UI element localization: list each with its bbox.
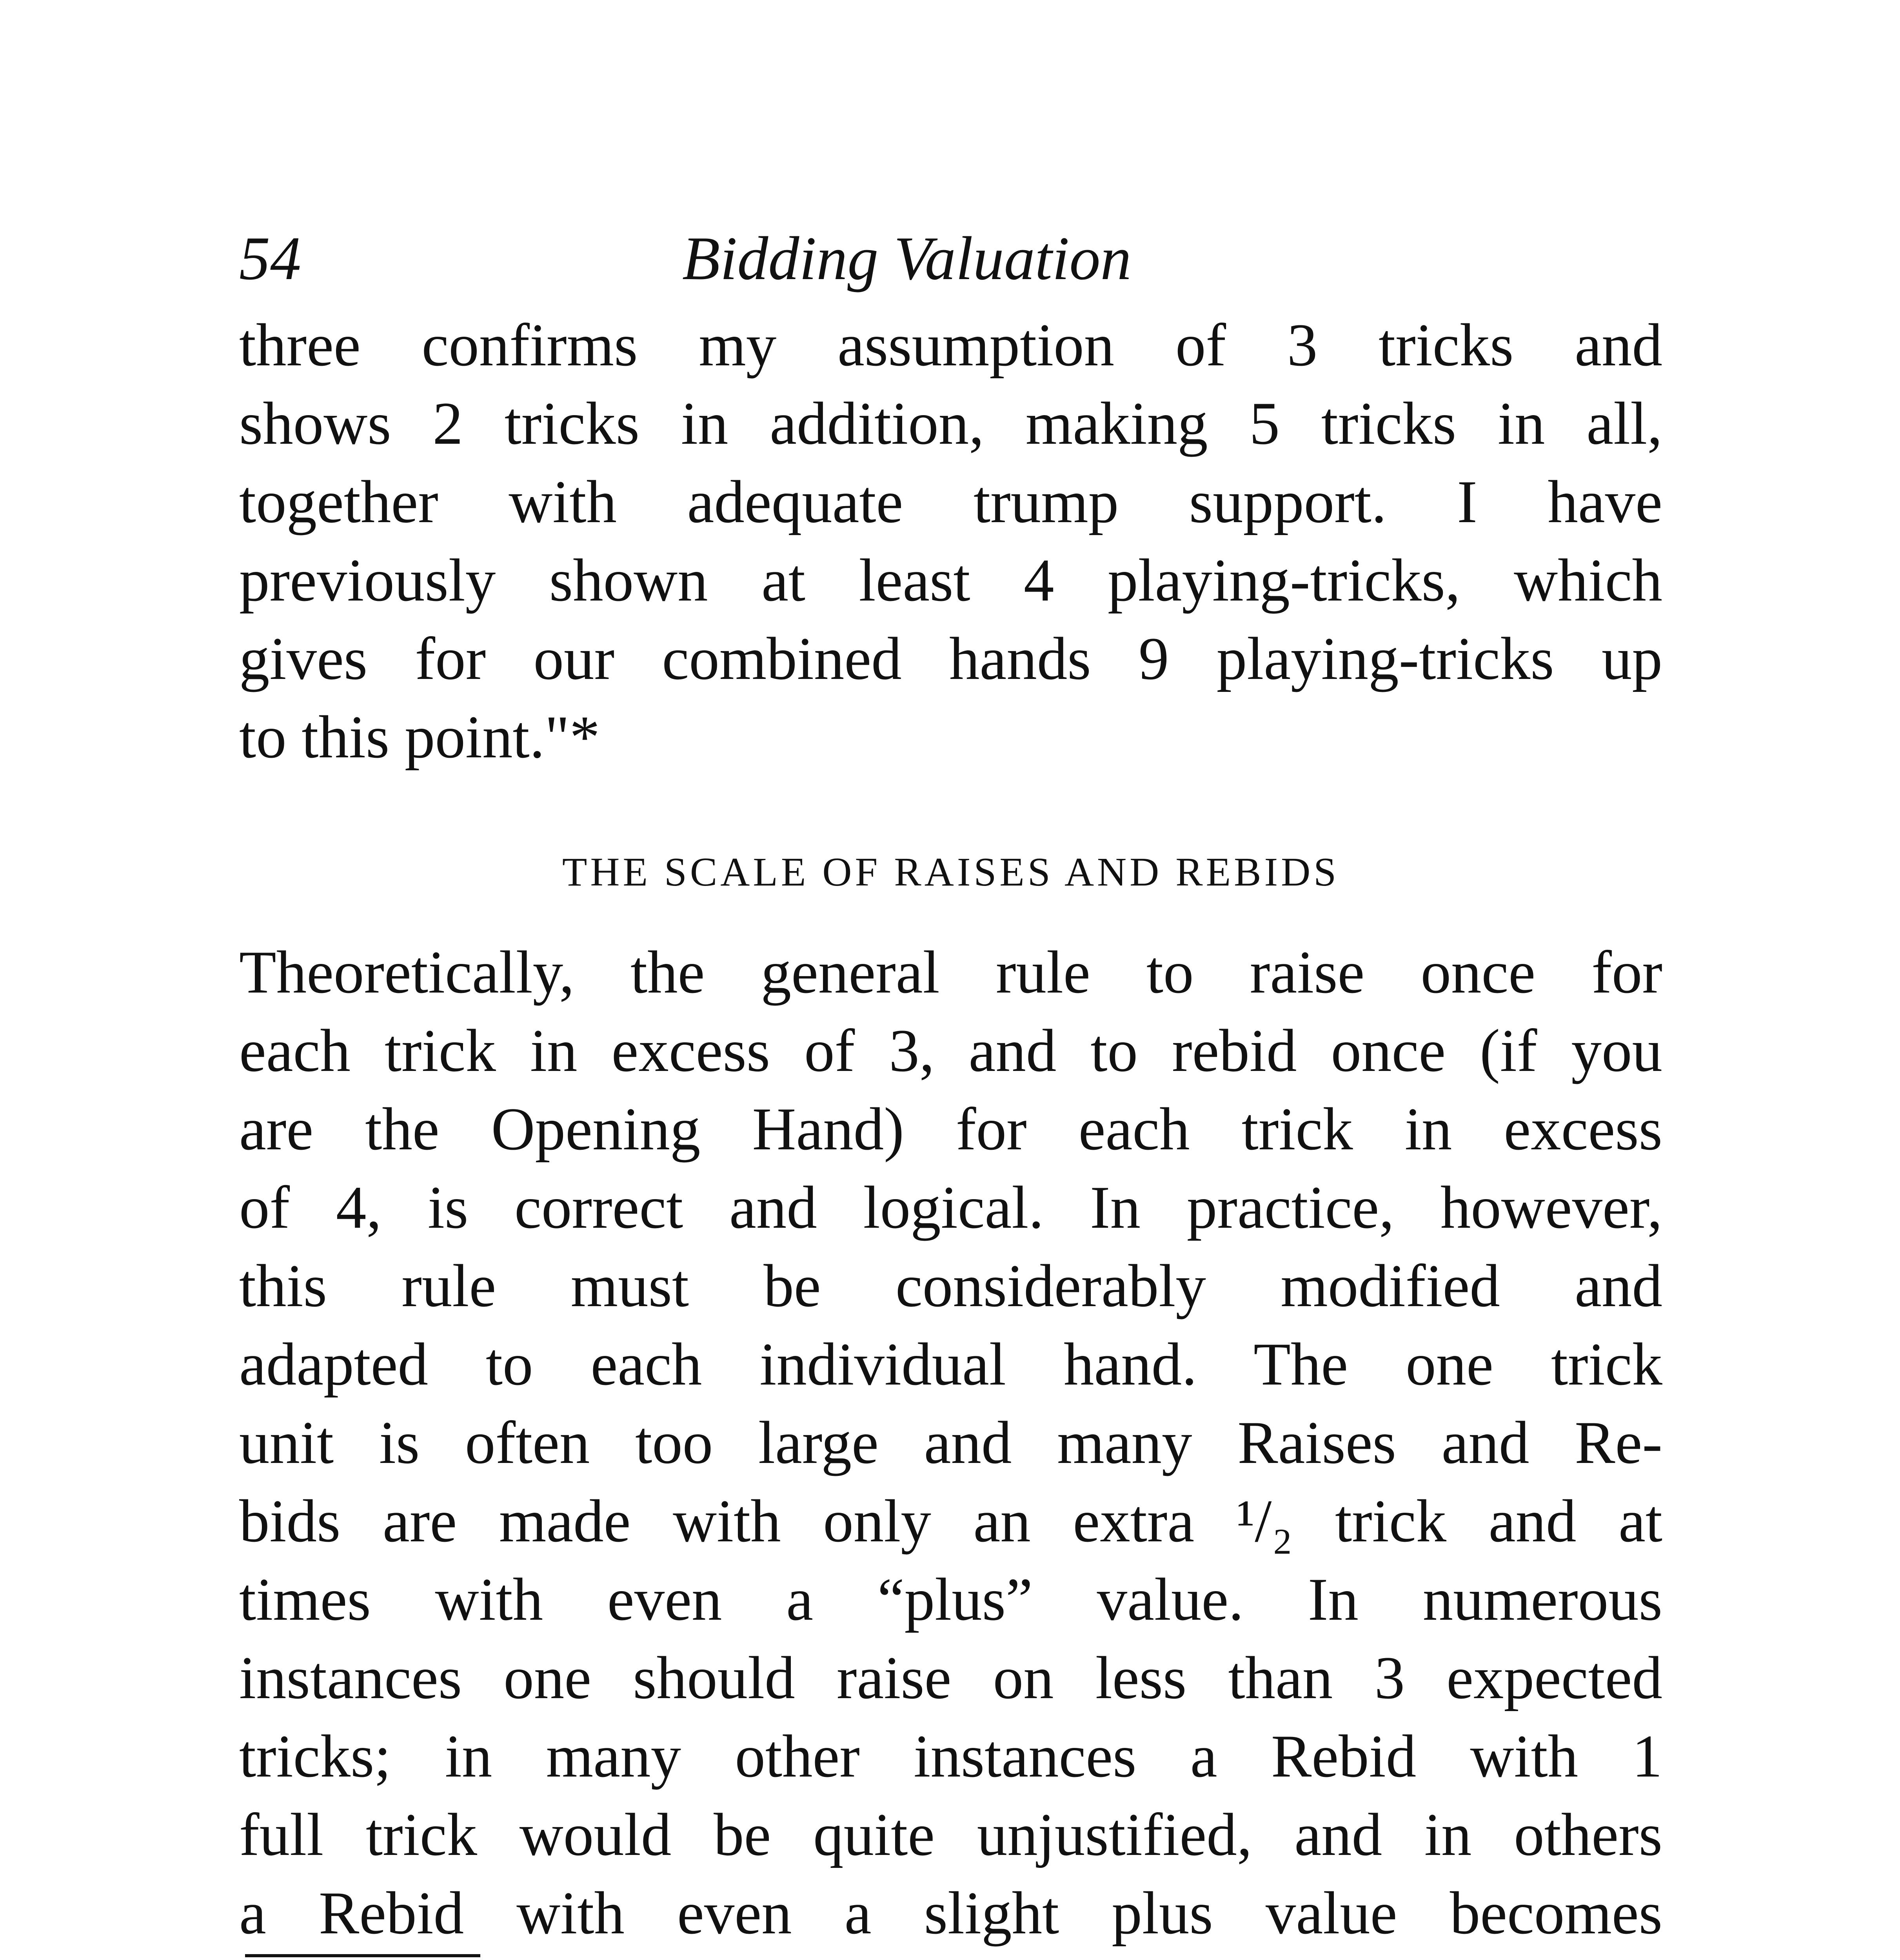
continuation-paragraph	[239, 306, 1662, 776]
text-line: tricks; in many other instances a Rebid with 1	[239, 1722, 1662, 1790]
text-line: this rule must be considerably modified and	[239, 1252, 1662, 1319]
text-line: gives for our combined hands 9 playing-tricks up	[239, 625, 1662, 692]
text-line: Theoretically, the general rule to raise once for	[239, 938, 1662, 1006]
text-line: adapted to each individual hand. The one trick	[239, 1330, 1662, 1398]
text-line: a Rebid with even a slight plus value becomes	[239, 1879, 1662, 1947]
text-line: of 4, is correct and logical. In practice, however,	[239, 1174, 1662, 1241]
text-line: full trick would be quite unjustified, and in others	[239, 1801, 1662, 1868]
text-line: three confirms my assumption of 3 tricks and	[239, 311, 1662, 379]
text-line: previously shown at least 4 playing-tricks, which	[239, 546, 1662, 614]
text-line: are the Opening Hand) for each trick in excess	[239, 1095, 1662, 1163]
text-line: instances one should raise on less than 3 expected	[239, 1644, 1662, 1711]
page-number: 54	[239, 224, 301, 293]
page-header	[239, 220, 1662, 298]
text-line: to this point."*	[239, 703, 600, 771]
text-line: together with adequate trump support. I have	[239, 468, 1662, 535]
section-heading: THE SCALE OF RAISES AND REBIDS	[562, 849, 1340, 895]
text-line: unit is often too large and many Raises and Re-	[239, 1409, 1662, 1476]
text-line: bids are made with only an extra ¹/₂ trick and at	[239, 1487, 1662, 1555]
running-title: Bidding Valuation	[682, 224, 1132, 293]
footnote-rule	[245, 1954, 480, 1957]
text-line: times with even a “plus” value. In numerous	[239, 1566, 1662, 1633]
text-line: each trick in excess of 3, and to rebid once (if you	[239, 1017, 1662, 1084]
scale-paragraph	[239, 933, 1662, 1952]
text-line: shows 2 tricks in addition, making 5 tricks in all,	[239, 390, 1662, 457]
